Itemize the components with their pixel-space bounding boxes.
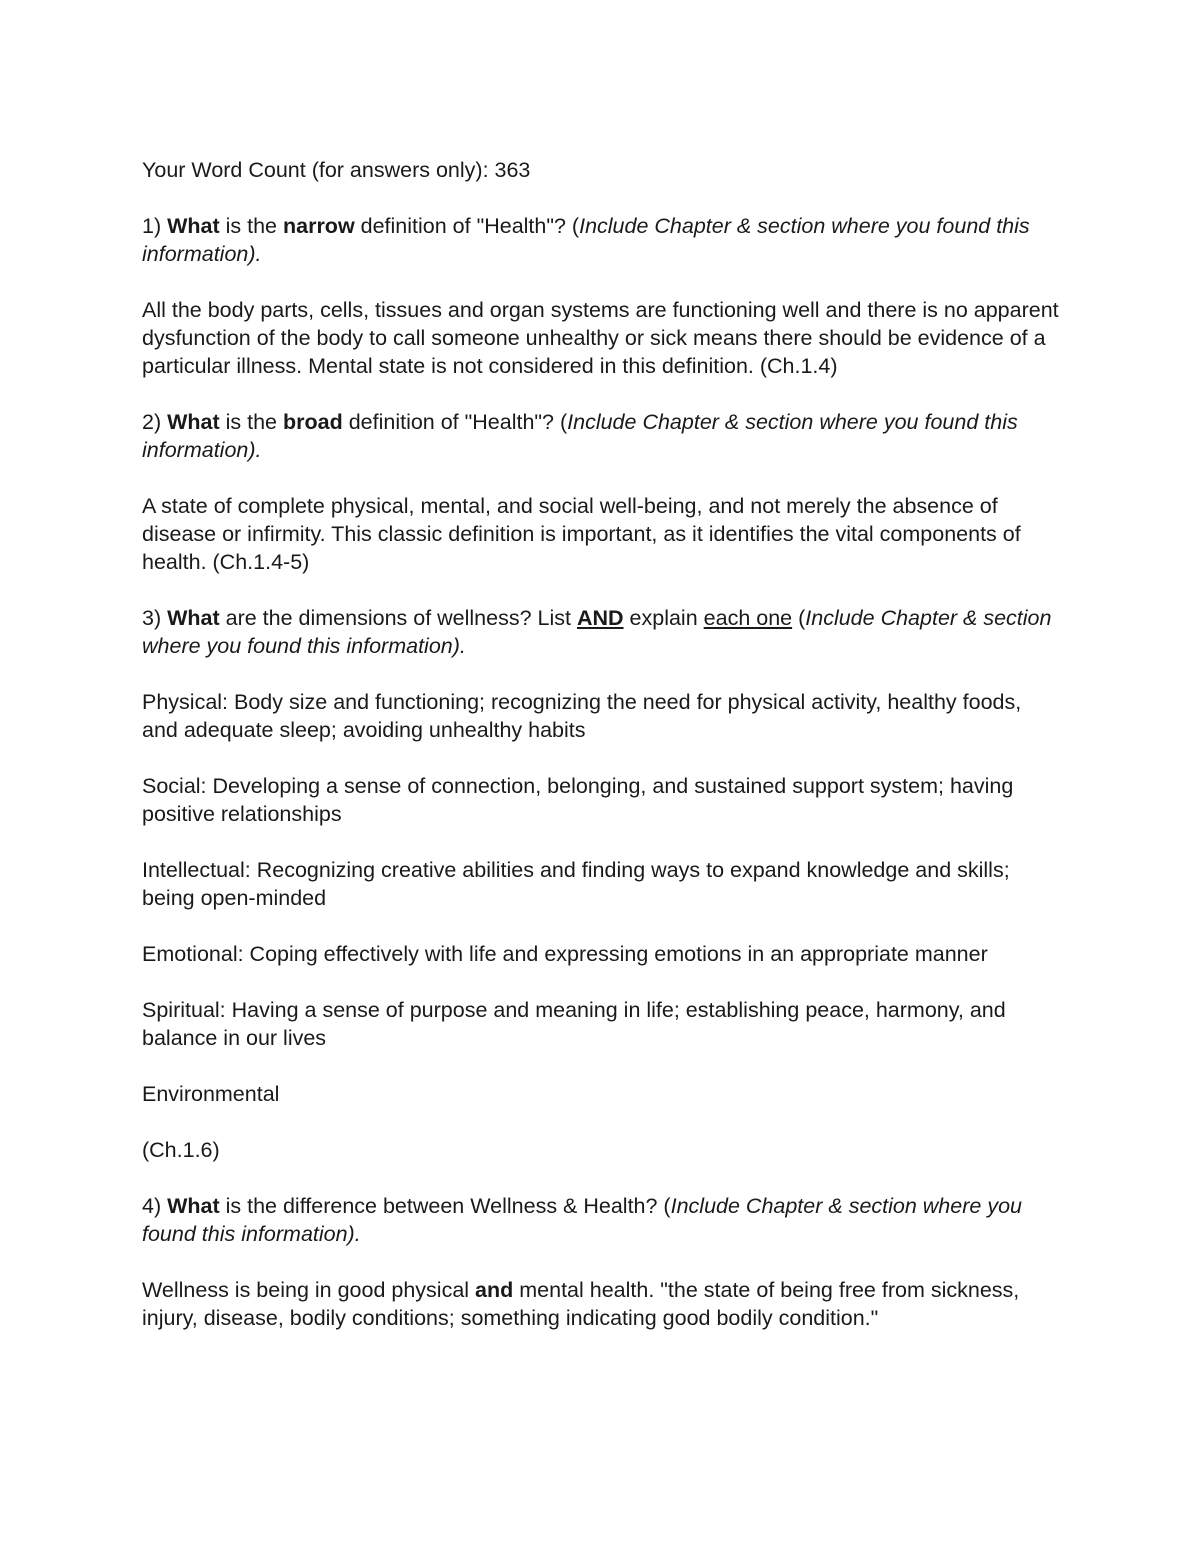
question-2-post: definition of "Health"? ( bbox=[342, 410, 568, 434]
answer-4-bold: and bbox=[475, 1278, 514, 1302]
question-3-number: 3) bbox=[142, 606, 168, 630]
answer-2: A state of complete physical, mental, and social well-being, and not merely the absence of disease or infirmity. This classic definition is important, as it identifies the vital components of health. (Ch.1.4-5) bbox=[142, 494, 1021, 574]
question-4-pre: is the difference between Wellness & Health? ( bbox=[219, 1194, 671, 1218]
question-3-instruction: Include Chapter & section where you found this information). bbox=[142, 606, 1052, 658]
question-2-what: What bbox=[167, 410, 220, 434]
question-3-pre: are the dimensions of wellness? List bbox=[219, 606, 577, 630]
dimension-environmental: Environmental bbox=[142, 1082, 280, 1106]
dimension-intellectual: Intellectual: Recognizing creative abilities and finding ways to expand knowledge and skills; being open-minded bbox=[142, 858, 1010, 910]
dimension-emotional: Emotional: Coping effectively with life and expressing emotions in an appropriate manner bbox=[142, 942, 988, 966]
question-1-pre: is the bbox=[219, 214, 283, 238]
question-1-instruction: Include Chapter & section where you found this information). bbox=[142, 214, 1030, 266]
question-2 bbox=[142, 408, 1060, 464]
answer-4-pre: Wellness is being in good physical bbox=[142, 1278, 476, 1302]
answer-3-citation: (Ch.1.6) bbox=[142, 1138, 220, 1162]
question-1-what: What bbox=[167, 214, 220, 238]
answer-4 bbox=[142, 1276, 1060, 1332]
question-3-mid: explain bbox=[623, 606, 704, 630]
question-1-key: narrow bbox=[282, 214, 355, 238]
dimension-social: Social: Developing a sense of connection, belonging, and sustained support system; having positive relationships bbox=[142, 774, 1014, 826]
question-3-what: What bbox=[167, 606, 220, 630]
dimension-physical: Physical: Body size and functioning; recognizing the need for physical activity, healthy foods, and adequate sleep; avoiding unhealthy habits bbox=[142, 690, 1022, 742]
question-1 bbox=[142, 212, 1060, 268]
question-4-what: What bbox=[167, 1194, 220, 1218]
question-2-number: 2) bbox=[142, 410, 168, 434]
question-2-instruction: Include Chapter & section where you found this information). bbox=[142, 410, 1018, 462]
answer-1: All the body parts, cells, tissues and organ systems are functioning well and there is no apparent dysfunction of the body to call someone unhealthy or sick means there should be evidence of a particular illness. Mental state is not considered in this definition. (Ch.1.4) bbox=[142, 298, 1059, 378]
question-3-and: AND bbox=[576, 606, 624, 630]
question-1-post: definition of "Health"? ( bbox=[354, 214, 580, 238]
word-count: Your Word Count (for answers only): 363 bbox=[142, 158, 531, 182]
question-2-pre: is the bbox=[219, 410, 283, 434]
question-4-instruction: Include Chapter & section where you found this information). bbox=[142, 1194, 1022, 1246]
question-3-post: ( bbox=[792, 606, 806, 630]
question-1-number: 1) bbox=[142, 214, 168, 238]
question-2-key: broad bbox=[282, 410, 343, 434]
question-3-each: each one bbox=[703, 606, 793, 630]
document-page bbox=[142, 156, 1060, 1332]
question-4 bbox=[142, 1192, 1060, 1248]
question-3 bbox=[142, 604, 1060, 660]
dimension-spiritual: Spiritual: Having a sense of purpose and meaning in life; establishing peace, harmony, and balance in our lives bbox=[142, 998, 1006, 1050]
answer-4-post: mental health. "the state of being free from sickness, injury, disease, bodily conditions; something indicating good bodily condition." bbox=[142, 1278, 1020, 1330]
question-4-number: 4) bbox=[142, 1194, 168, 1218]
